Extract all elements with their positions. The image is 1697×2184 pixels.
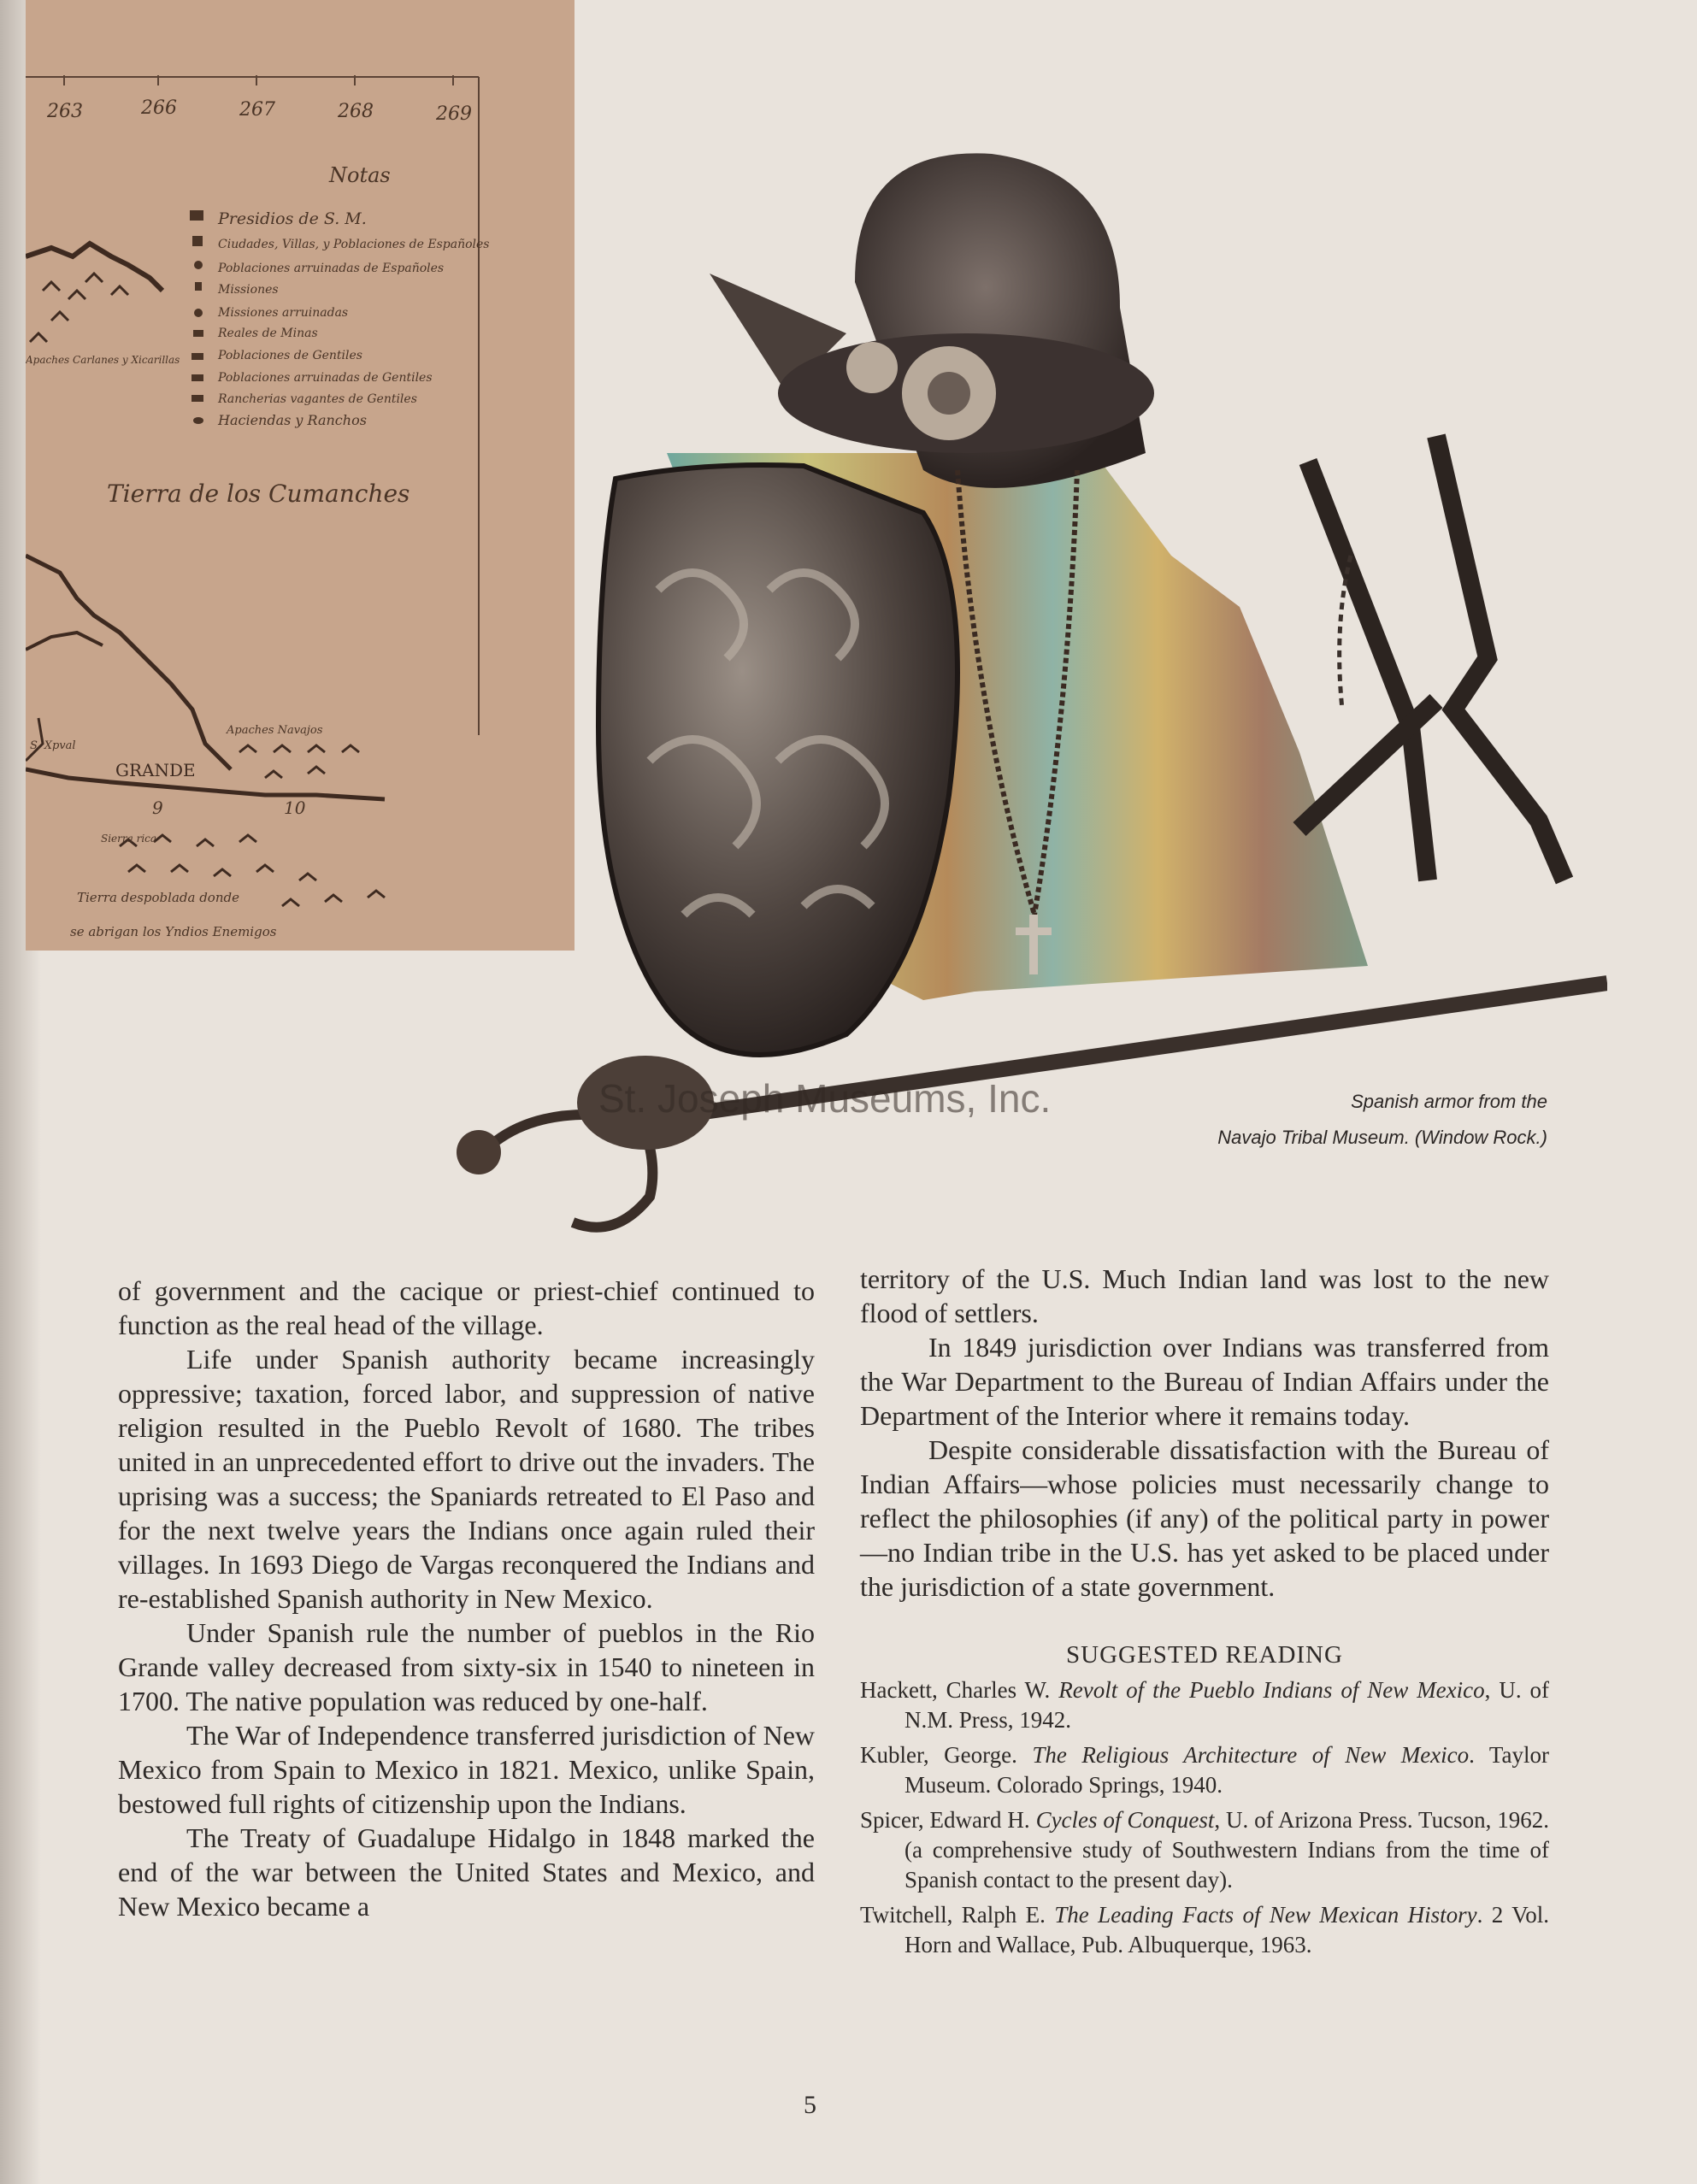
reference-details: , U. of N.M. Press, 1942. xyxy=(904,1677,1549,1733)
legend-item-poblaciones-arruinadas-gentiles: Poblaciones arruinadas de Gentiles xyxy=(218,371,433,385)
legend-item-reales-de-minas: Reales de Minas xyxy=(218,327,318,340)
right-paragraph-3: Despite considerable dissatisfaction with the Bureau of Indian Affairs—whose policies must necessarily change to reflect the philosophies (if any) of the political party in power—no Indian tribe in the U.S. has yet asked to be placed under the jurisdiction of a state government. xyxy=(860,1434,1549,1602)
legend-item-poblaciones-gentiles: Poblaciones de Gentiles xyxy=(218,349,362,362)
reference-details: . Taylor Museum. Colorado Springs, 1940. xyxy=(904,1742,1549,1798)
map-label-9: 9 xyxy=(152,798,163,818)
left-paragraph-5: The Treaty of Guadalupe Hidalgo in 1848 marked the end of the war between the United States and Mexico, and New Mexico became a xyxy=(118,1822,815,1922)
caption-line-1: Spanish armor from the xyxy=(1351,1091,1547,1112)
reference-author: Hackett, Charles W. xyxy=(860,1677,1059,1703)
page-number: 5 xyxy=(804,2091,816,2119)
longitude-263: 263 xyxy=(47,101,83,122)
left-paragraph-3: Under Spanish rule the number of pueblos in the Rio Grande valley decreased from sixty-six in 1540 to nineteen in 1700. The native population was reduced by one-half. xyxy=(118,1617,815,1716)
map-label-10: 10 xyxy=(284,798,306,818)
reference-author: Spicer, Edward H. xyxy=(860,1807,1036,1833)
watermark: St. Joseph Museums, Inc. xyxy=(598,1076,1052,1121)
reference-details: , U. of Arizona Press. Tucson, 1962. (a comprehensive study of Southwestern Indians from the time of Spanish contact to the present day). xyxy=(904,1807,1549,1893)
reference-details: . 2 Vol. Horn and Wallace, Pub. Albuquerque, 1963. xyxy=(904,1902,1549,1957)
legend-item-ciudades: Ciudades, Villas, y Poblaciones de Españoles xyxy=(218,238,490,251)
reference-title: The Religious Architecture of New Mexico xyxy=(1032,1742,1470,1768)
reference-title: Cycles of Conquest xyxy=(1035,1807,1215,1833)
map-label-grande: GRANDE xyxy=(115,760,196,780)
map-notes-title: Notas xyxy=(329,163,391,187)
map-label-apaches: Apaches Carlanes y Xicarillas xyxy=(26,354,180,366)
left-text-column xyxy=(118,1274,815,1923)
reading-reference xyxy=(860,1675,1549,1735)
photo-caption xyxy=(1111,1084,1547,1156)
reference-title: The Leading Facts of New Mexican History xyxy=(1054,1902,1477,1928)
right-text-column xyxy=(860,1262,1549,1965)
map-label-despoblada-2: se abrigan los Yndios Enemigos xyxy=(70,924,277,939)
longitude-267: 267 xyxy=(239,99,275,121)
map-label-sierra: Sierra rica xyxy=(101,833,157,845)
map-label-xpval: S. Xpval xyxy=(30,739,76,752)
map-label-navajos: Apaches Navajos xyxy=(227,724,323,737)
longitude-266: 266 xyxy=(141,97,177,119)
longitude-268: 268 xyxy=(338,101,374,122)
left-paragraph-2: Life under Spanish authority became increasingly oppressive; taxation, forced labor, and suppression of native religion resulted in the Pueblo Revolt of 1680. The tribes united in an unprecedented effort to drive out the invaders. The uprising was a success; the Spaniards retreated to El Paso and for the next twelve years the Indians once again ruled their villages. In 1693 Diego de Vargas reconquered the Indians and re-established Spanish authority in New Mexico. xyxy=(118,1344,815,1614)
right-paragraph-2: In 1849 jurisdiction over Indians was transferred from the War Department to the Bureau of Indian Affairs under the Department of the Interior where it remains today. xyxy=(860,1332,1549,1431)
right-paragraph-1: territory of the U.S. Much Indian land was lost to the new flood of settlers. xyxy=(860,1263,1549,1328)
reading-reference xyxy=(860,1900,1549,1960)
suggested-reading-heading: SUGGESTED READING xyxy=(1066,1641,1343,1669)
reference-title: Revolt of the Pueblo Indians of New Mexico xyxy=(1058,1677,1485,1703)
reading-reference xyxy=(860,1805,1549,1895)
legend-item-rancherias: Rancherias vagantes de Gentiles xyxy=(218,392,417,406)
reference-author: Twitchell, Ralph E. xyxy=(860,1902,1055,1928)
reference-author: Kubler, George. xyxy=(860,1742,1033,1768)
legend-item-presidios: Presidios de S. M. xyxy=(218,209,367,228)
legend-item-poblaciones-arruinadas: Poblaciones arruinadas de Españoles xyxy=(218,262,445,275)
left-paragraph-1: of government and the cacique or priest-chief continued to function as the real head of the village. xyxy=(118,1275,815,1340)
longitude-269: 269 xyxy=(436,103,472,125)
map-region-label: Tierra de los Cumanches xyxy=(107,480,410,508)
map-label-despoblada-1: Tierra despoblada donde xyxy=(77,890,239,905)
legend-item-haciendas: Haciendas y Ranchos xyxy=(218,412,367,428)
reading-reference xyxy=(860,1740,1549,1800)
legend-item-missiones-arruinadas: Missiones arruinadas xyxy=(218,306,349,320)
caption-line-2: Navajo Tribal Museum. (Window Rock.) xyxy=(1217,1127,1547,1148)
legend-item-missiones: Missiones xyxy=(218,283,279,297)
left-paragraph-4: The War of Independence transferred jurisdiction of New Mexico from Spain to Mexico in 1821. Mexico, unlike Spain, bestowed full rights of citizenship upon the Indians. xyxy=(118,1720,815,1819)
